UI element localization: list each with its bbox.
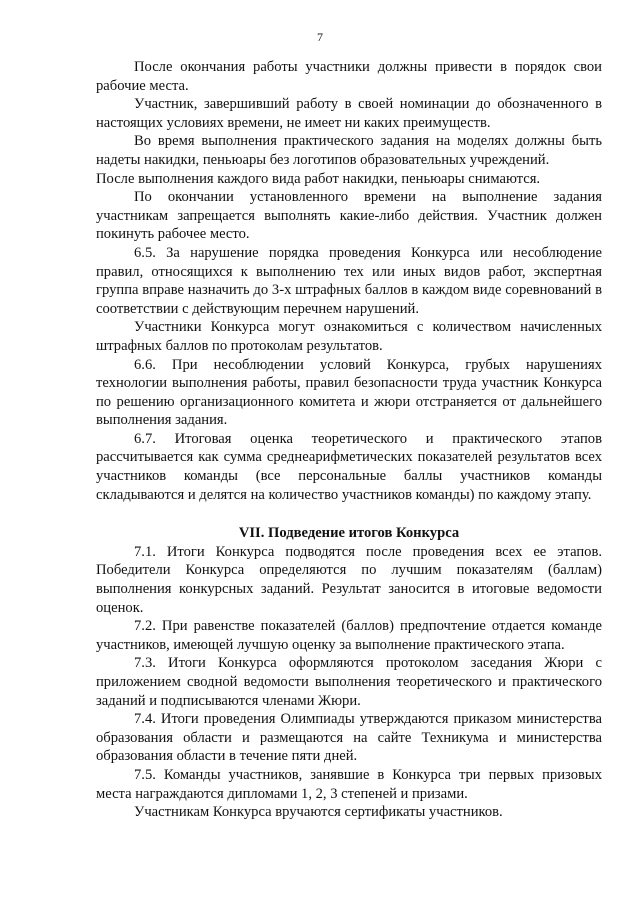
paragraph: 6.7. Итоговая оценка теоретического и практического этапов рассчитывается как сумма среднеарифметических показателей результатов всех участников команды (все персональные баллы участников команды складываются и делятся на количество участников команды) по каждому этапу.	[96, 430, 602, 503]
paragraph: 7.3. Итоги Конкурса оформляются протоколом заседания Жюри с приложением сводной ведомости выполнения теоретического и практического заданий и подписываются членами Жюри.	[96, 655, 602, 709]
section-title: VII. Подведение итогов Конкурса	[238, 525, 460, 542]
paragraph: 7.4. Итоги проведения Олимпиады утверждаются приказом министерства образования области и размещаются на сайте Техникума и министерства образования области в течение пяти дней.	[96, 711, 602, 765]
paragraph: Во время выполнения практического задания на моделях должны быть надеты накидки, пеньюары без логотипов образовательных учреждений.	[96, 133, 602, 168]
paragraph: Участник, завершивший работу в своей номинации до обозначенного в настоящих условиях времени, не имеет ни каких преимуществ.	[96, 96, 602, 131]
document-body	[96, 58, 602, 822]
paragraph: После окончания работы участники должны привести в порядок свои рабочие места.	[96, 59, 602, 94]
paragraph: По окончании установленного времени на выполнение задания участникам запрещается выполнять какие-либо действия. Участник должен покинуть рабочее место.	[96, 189, 602, 243]
paragraph: Участники Конкурса могут ознакомиться с количеством начисленных штрафных баллов по протоколам результатов.	[96, 319, 602, 354]
paragraph: 7.2. При равенстве показателей (баллов) предпочтение отдается команде участников, имеющей лучшую оценку за выполнение практического этапа.	[96, 618, 602, 653]
paragraph: 7.5. Команды участников, занявшие в Конкурса три первых призовых места награждаются дипломами 1, 2, 3 степеней и призами.	[96, 766, 602, 802]
paragraph: 7.1. Итоги Конкурса подводятся после проведения всех ее этапов. Победители Конкурса определяются по лучшим показателям (баллам) выполнения конкурсных заданий. Результат заносится в итоговые ведомости оценок.	[96, 543, 602, 616]
paragraph: 6.5. За нарушение порядка проведения Конкурса или несоблюдение правил, относящихся к выполнению тех или иных видов работ, экспертная группа вправе назначить до 3-х штрафных баллов в каждом виде соревнований в соответствии с действующим перечнем нарушений.	[96, 244, 602, 317]
section-seven-text	[96, 543, 602, 822]
paragraph: 6.6. При несоблюдении условий Конкурса, грубых нарушениях технологии выполнения работы, правил безопасности труда участник Конкурса по решению организационного комитета и жюри отстраняется от дальнейшего выполнения задания.	[96, 356, 602, 429]
paragraph: После выполнения каждого вида работ накидки, пеньюары снимаются.	[96, 170, 541, 187]
paragraph: Участникам Конкурса вручаются сертификаты участников.	[134, 804, 503, 821]
section-six-text	[96, 58, 602, 504]
page-number: 7	[317, 30, 323, 44]
